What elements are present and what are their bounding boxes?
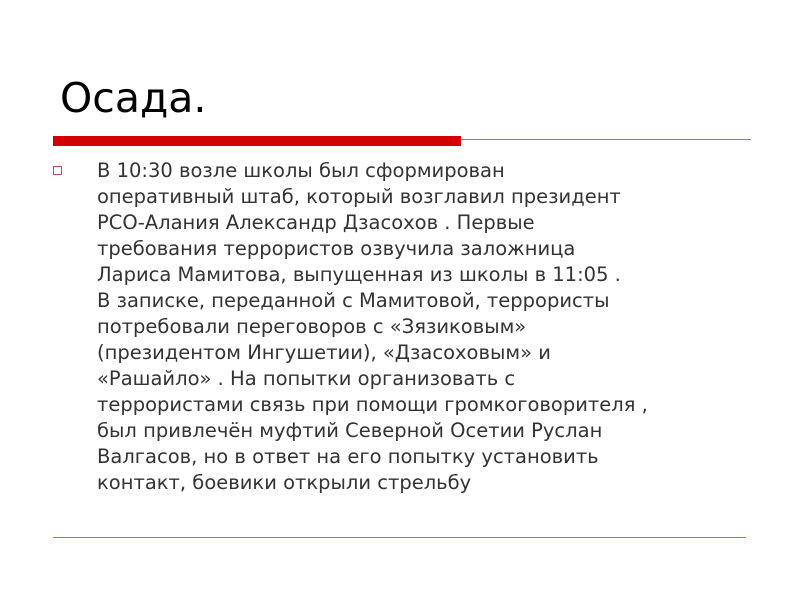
title-divider-line bbox=[461, 139, 751, 140]
slide-title: Осада. bbox=[60, 74, 207, 122]
hollow-square-bullet-icon bbox=[53, 166, 62, 175]
bullet-text: В 10:30 возле школы был сформирован оперативный штаб, который возглавил президент РСО-Алания Александр Дзасохов . Первые требования террористов озвучила заложница Лариса Мамитова, выпущенная из школы в 11:05 . В записке, переданной с Мамитовой, террористы потребовали переговоров с «Зязиковым» (президентом Ингушетии), «Дзасоховым» и «Рашайло» . На попытки организовать с террористами связь при помощи громкоговорителя , был привлечён муфтий Северной Осетии Руслан Валгасов, но в ответ на его попытку установить контакт, боевики открыли стрельбу bbox=[97, 159, 648, 494]
footer-divider-line bbox=[53, 537, 746, 538]
title-accent-bar bbox=[53, 136, 461, 146]
